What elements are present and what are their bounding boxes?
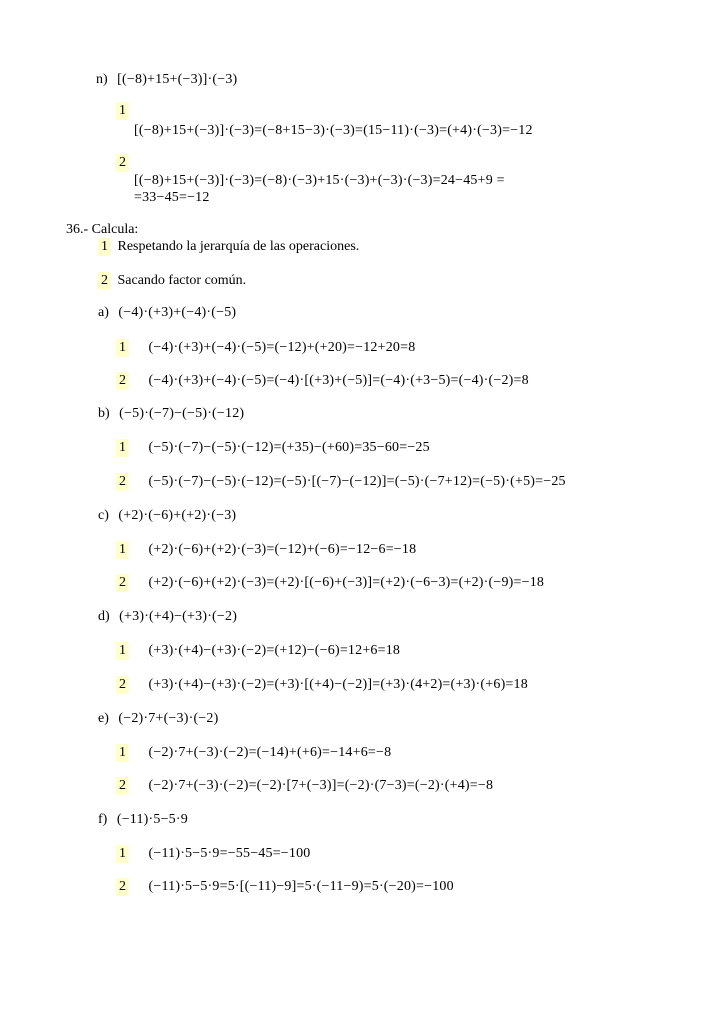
solution-method-2: (−4)·(+3)+(−4)·(−5)=(−4)·[(+3)+(−5)]=(−4)·(+3−5)=(−4)·(−2)=8 <box>148 373 529 388</box>
solution-row <box>116 845 311 863</box>
exercise-expression: (+3)·(+4)−(+3)·(−2) <box>119 609 238 624</box>
exercise-expression: [(−8)+15+(−3)]·(−3) <box>117 72 238 87</box>
solution-method-1: (−5)·(−7)−(−5)·(−12)=(+35)−(+60)=35−60=−25 <box>148 440 430 455</box>
method-1-tag: 1 <box>98 238 111 256</box>
method-2-tag: 2 <box>116 574 129 592</box>
exercise-expression: (−4)·(+3)+(−4)·(−5) <box>118 305 237 320</box>
solution-row <box>116 878 454 896</box>
exercise-expression: (−11)·5−5·9 <box>116 812 188 827</box>
solution-method-1: (−2)·7+(−3)·(−2)=(−14)+(+6)=−14+6=−8 <box>148 745 392 760</box>
exercise-d <box>98 608 237 626</box>
solution-row <box>116 339 415 357</box>
solution-row <box>116 473 566 491</box>
solution-method-2: (+2)·(−6)+(+2)·(−3)=(+2)·[(−6)+(−3)]=(+2)·(−6−3)=(+2)·(−9)=−18 <box>148 575 545 590</box>
item-label: a) <box>98 305 109 320</box>
solution-row <box>116 676 528 694</box>
solution-row <box>116 642 400 660</box>
method-2-tag: 2 <box>116 473 129 491</box>
method-1-tag: 1 <box>116 845 129 863</box>
method-2-tag: 2 <box>116 372 129 390</box>
exercise-n <box>96 71 237 89</box>
method-1-tag: 1 <box>116 439 129 457</box>
solution-method-1: (+2)·(−6)+(+2)·(−3)=(−12)+(−6)=−12−6=−18 <box>148 542 417 557</box>
method-1-tag: 1 <box>116 102 129 120</box>
exercise-36-heading: 36.- Calcula: <box>66 222 139 237</box>
method-1-legend <box>98 238 359 256</box>
solution-method-2: (+3)·(+4)−(+3)·(−2)=(+3)·[(+4)−(−2)]=(+3)·(4+2)=(+3)·(+6)=18 <box>148 677 528 692</box>
exercise-expression: (−2)·7+(−3)·(−2) <box>118 711 219 726</box>
item-label: c) <box>98 508 109 523</box>
method-2-description: Sacando factor común. <box>117 273 247 288</box>
solution-row <box>116 574 544 592</box>
solution-method-2-line-2: =33−45=−12 <box>134 190 210 205</box>
exercise-a <box>98 304 236 322</box>
method-2-legend <box>98 272 246 290</box>
method-2-tag: 2 <box>116 676 129 694</box>
method-1-tag: 1 <box>116 744 129 762</box>
exercise-c <box>98 507 236 525</box>
item-label: b) <box>98 406 110 421</box>
method-2-tag: 2 <box>116 878 129 896</box>
exercise-b <box>98 405 244 423</box>
method-1-tag: 1 <box>116 339 129 357</box>
exercise-e <box>98 710 218 728</box>
method-1-tag: 1 <box>116 541 129 559</box>
solution-method-2-line-1: [(−8)+15+(−3)]·(−3)=(−8)·(−3)+15·(−3)+(−3)·(−3)=24−45+9 = <box>134 173 505 188</box>
exercise-expression: (−5)·(−7)−(−5)·(−12) <box>119 406 245 421</box>
exercise-f <box>98 811 188 829</box>
method-2-tag: 2 <box>116 777 129 795</box>
method-2-tag: 2 <box>98 272 111 290</box>
solution-method-2: (−11)·5−5·9=5·[(−11)−9]=5·(−11−9)=5·(−20)=−100 <box>148 879 454 894</box>
solution-row <box>116 744 391 762</box>
method-1-tag: 1 <box>116 642 129 660</box>
solution-method-1: (−11)·5−5·9=−55−45=−100 <box>148 846 311 861</box>
exercise-expression: (+2)·(−6)+(+2)·(−3) <box>118 508 237 523</box>
method-2-tag: 2 <box>116 154 129 172</box>
solution-method-1: [(−8)+15+(−3)]·(−3)=(−8+15−3)·(−3)=(15−11)·(−3)=(+4)·(−3)=−12 <box>134 123 533 138</box>
solution-row <box>116 372 529 390</box>
solution-method-1: (+3)·(+4)−(+3)·(−2)=(+12)−(−6)=12+6=18 <box>148 643 401 658</box>
solution-row <box>116 777 493 795</box>
solution-method-1: (−4)·(+3)+(−4)·(−5)=(−12)+(+20)=−12+20=8 <box>148 340 416 355</box>
solution-method-2: (−2)·7+(−3)·(−2)=(−2)·[7+(−3)]=(−2)·(7−3)=(−2)·(+4)=−8 <box>148 778 494 793</box>
item-label: f) <box>98 812 108 827</box>
item-label: d) <box>98 609 110 624</box>
method-1-description: Respetando la jerarquía de las operaciones. <box>117 239 360 254</box>
solution-row <box>116 541 416 559</box>
item-label: n) <box>96 72 108 87</box>
item-label: e) <box>98 711 109 726</box>
solution-row <box>116 439 430 457</box>
solution-method-2: (−5)·(−7)−(−5)·(−12)=(−5)·[(−7)−(−12)]=(−5)·(−7+12)=(−5)·(+5)=−25 <box>148 474 566 489</box>
